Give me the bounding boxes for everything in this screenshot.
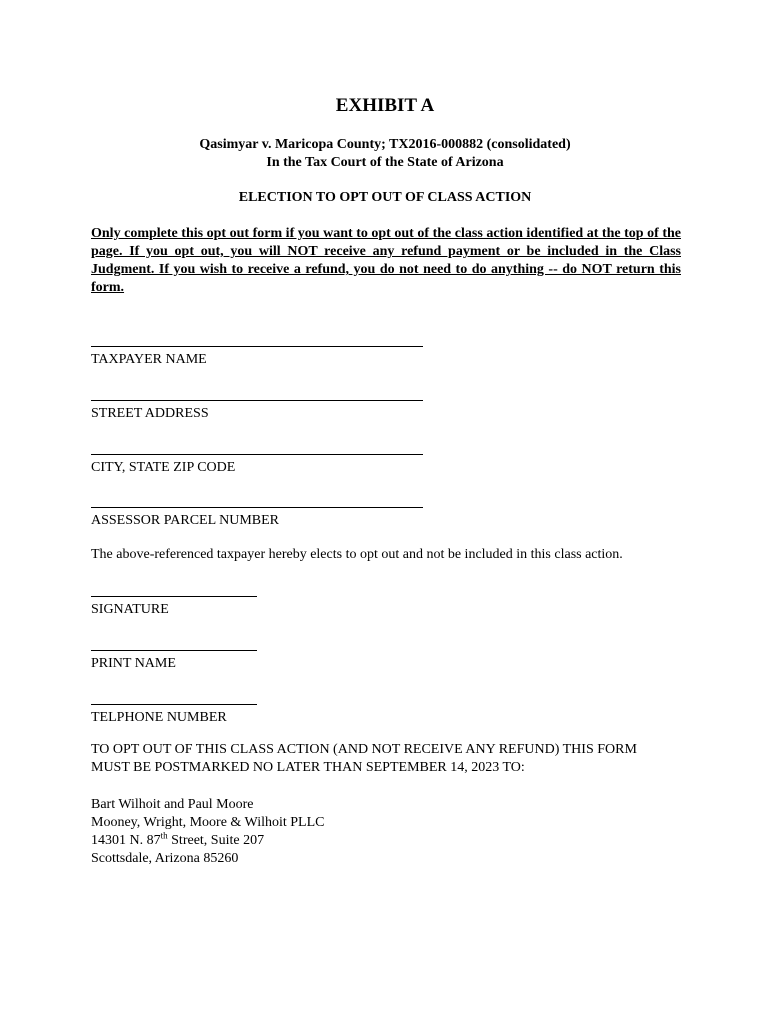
- exhibit-title: EXHIBIT A: [335, 95, 435, 116]
- address-street-prefix: 14301 N. 87: [91, 833, 161, 848]
- telephone-number-label: TELPHONE NUMBER: [91, 710, 227, 725]
- taxpayer-name-field[interactable]: [91, 346, 423, 369]
- case-caption: Qasimyar v. Maricopa County; TX2016-000882 (consolidated): [199, 137, 571, 152]
- address-firm: Mooney, Wright, Moore & Wilhoit PLLC: [91, 815, 325, 830]
- election-statement: The above-referenced taxpayer hereby elects to opt out and not be included in this class action.: [91, 547, 623, 562]
- signature-label: SIGNATURE: [91, 602, 169, 617]
- print-name-field[interactable]: [91, 650, 257, 673]
- mailing-address: [91, 796, 325, 868]
- city-state-zip-label: CITY, STATE ZIP CODE: [91, 460, 236, 475]
- city-state-zip-line[interactable]: [91, 454, 423, 455]
- address-attorneys: Bart Wilhoit and Paul Moore: [91, 797, 254, 812]
- print-name-line[interactable]: [91, 650, 257, 651]
- address-street: [91, 832, 325, 850]
- assessor-parcel-number-line[interactable]: [91, 507, 423, 508]
- opt-out-notice: Only complete this opt out form if you want to opt out of the class action identified at the top of the page. If you opt out, you will NOT receive any refund payment or be included in the Class Judgment. If you wish to receive a refund, you do not need to do anything -- do NOT return this form.: [91, 226, 681, 295]
- signature-line[interactable]: [91, 596, 257, 597]
- telephone-number-field[interactable]: [91, 704, 257, 727]
- print-name-label: PRINT NAME: [91, 656, 176, 671]
- telephone-number-line[interactable]: [91, 704, 257, 705]
- form-title: ELECTION TO OPT OUT OF CLASS ACTION: [238, 190, 532, 205]
- taxpayer-name-label: TAXPAYER NAME: [91, 352, 207, 367]
- city-state-zip-field[interactable]: [91, 454, 423, 477]
- address-street-ordinal: th: [160, 830, 168, 841]
- deadline-line-1: TO OPT OUT OF THIS CLASS ACTION (AND NOT RECEIVE ANY REFUND) THIS FORM: [91, 742, 637, 757]
- assessor-parcel-number-field[interactable]: [91, 507, 423, 530]
- signature-field[interactable]: [91, 596, 257, 619]
- postmark-deadline: [91, 741, 691, 777]
- court-name: In the Tax Court of the State of Arizona: [266, 155, 504, 170]
- street-address-line[interactable]: [91, 400, 423, 401]
- deadline-line-2: MUST BE POSTMARKED NO LATER THAN SEPTEMBER 14, 2023 TO:: [91, 760, 525, 775]
- street-address-field[interactable]: [91, 400, 423, 423]
- address-street-rest: Street, Suite 207: [167, 833, 265, 848]
- taxpayer-name-line[interactable]: [91, 346, 423, 347]
- assessor-parcel-number-label: ASSESSOR PARCEL NUMBER: [91, 513, 280, 528]
- street-address-label: STREET ADDRESS: [91, 406, 209, 421]
- address-city: Scottsdale, Arizona 85260: [91, 851, 239, 866]
